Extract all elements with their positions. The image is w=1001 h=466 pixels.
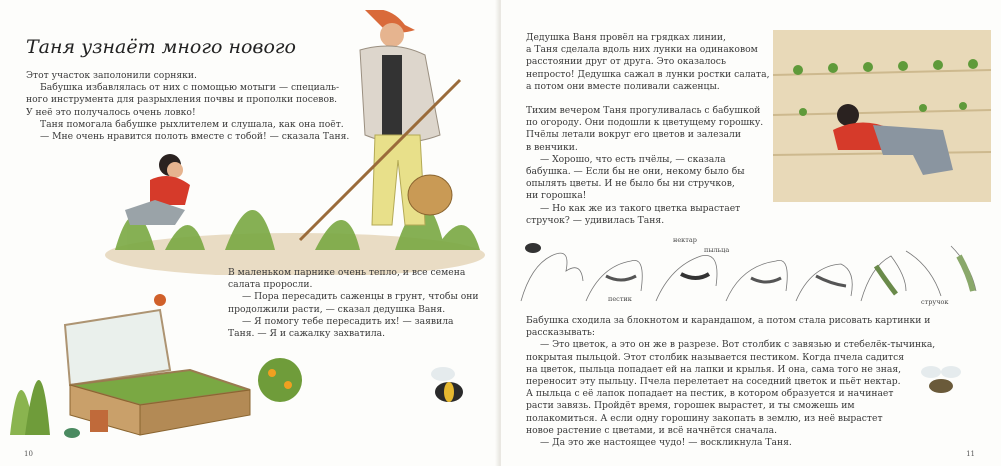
- text-line: непросто! Дедушка сажал в лунки ростки салата,: [526, 68, 770, 80]
- text-line: Тихим вечером Таня прогуливалась с бабушкой: [526, 105, 761, 117]
- text-line: Пчёлы летали вокруг его цветов и залезали: [526, 129, 741, 141]
- left-paragraph-1: [26, 70, 349, 143]
- label-pollen: пыльца: [704, 246, 730, 254]
- text-line: расстоянии друг от друга. Это оказалось: [526, 56, 726, 68]
- label-nectar: нектар: [673, 236, 697, 244]
- bumblebee-illustration: [425, 362, 475, 412]
- text-line: в венчики.: [526, 141, 578, 153]
- planting-seedlings-illustration: [773, 30, 991, 202]
- text-line: продолжили расти, — сказал дедушка Ваня.: [228, 303, 446, 315]
- text-line: расти завязь. Пройдёт время, горошек вырастет, и ты сможешь им: [526, 400, 855, 412]
- text-line: В маленьком парнике очень тепло, и все семена: [228, 267, 466, 278]
- text-line: покрытая пыльцой. Этот столбик называется пестиком. Когда пчела садится: [526, 351, 905, 363]
- pea-flower-diagram: [511, 236, 991, 308]
- text-line: У неё это получалось очень ловко!: [26, 106, 196, 118]
- page-number: 11: [966, 450, 975, 458]
- text-line: Таня помогала бабушке рыхлителем и слушала, как она поёт.: [40, 118, 344, 130]
- text-line: стручок? — удивилась Таня.: [526, 214, 665, 226]
- text-line: новое растение с цветами, и всё начнётся сначала.: [526, 424, 778, 436]
- text-line: — Хорошо, что есть пчёлы, — сказала: [540, 153, 726, 165]
- chapter-title: Таня узнаёт много нового: [26, 36, 296, 58]
- text-line: полакомиться. А если одну горошину закопать в землю, из неё вырастет: [526, 412, 883, 424]
- text-line: салата проросли.: [228, 279, 313, 291]
- text-line: бабушка. — Если бы не они, некому было бы: [526, 166, 745, 178]
- text-line: Бабушка сходила за блокнотом и карандашом, а потом стала рисовать картинки и: [526, 315, 931, 326]
- text-line: опылять цветы. И не было бы ни стручков,: [526, 178, 735, 190]
- text-line: переносит эту пыльцу. Пчела перелетает на соседний цветок и пьёт нектар.: [526, 376, 901, 388]
- page-number: 10: [24, 450, 33, 458]
- text-line: а потом они вместе поливали саженцы.: [526, 80, 720, 92]
- right-page: [501, 0, 1001, 466]
- label-pod: стручок: [921, 298, 949, 306]
- text-line: а Таня сделала вдоль них лунки на одинаковом: [526, 44, 758, 56]
- text-line: — Это цветок, а это он же в разрезе. Вот столбик с завязью и стебелёк-тычинка,: [540, 339, 936, 351]
- text-line: — Да это же настоящее чудо! — воскликнула Таня.: [540, 437, 792, 449]
- text-line: рассказывать:: [526, 327, 596, 339]
- text-line: Этот участок заполонили сорняки.: [26, 70, 197, 81]
- text-line: ного инструмента для разрыхления почвы и прополки посевов.: [26, 94, 338, 106]
- text-line: Бабушка избавлялась от них с помощью мотыги — специаль-: [40, 82, 340, 94]
- text-line: А пыльца с её лапок попадает на пестик, в котором образуется и начинает: [526, 388, 894, 400]
- left-page: [0, 0, 498, 466]
- right-paragraph-1: [526, 32, 770, 227]
- text-line: — Пора пересадить саженцы в грунт, чтобы они: [242, 291, 479, 303]
- text-line: по огороду. Они подошли к цветущему горошку.: [526, 117, 764, 129]
- text-line: — Я помогу тебе пересадить их! — заявила: [242, 315, 454, 327]
- text-line: на цветок, пыльца попадает ей на лапки и крылья. И она, сама того не зная,: [526, 363, 902, 375]
- text-line: — Мне очень нравится полоть вместе с тобой! — сказала Таня.: [40, 131, 350, 143]
- text-line: — Но как же из такого цветка вырастает: [540, 202, 741, 214]
- text-line: ни горошка!: [526, 190, 587, 202]
- right-paragraph-3: [526, 315, 935, 449]
- left-paragraph-2: [228, 267, 478, 340]
- label-pistil: пестик: [608, 295, 632, 303]
- text-line: Таня. — Я и сажалку захватила.: [228, 328, 386, 340]
- text-line: Дедушка Ваня провёл на грядках линии,: [526, 32, 726, 43]
